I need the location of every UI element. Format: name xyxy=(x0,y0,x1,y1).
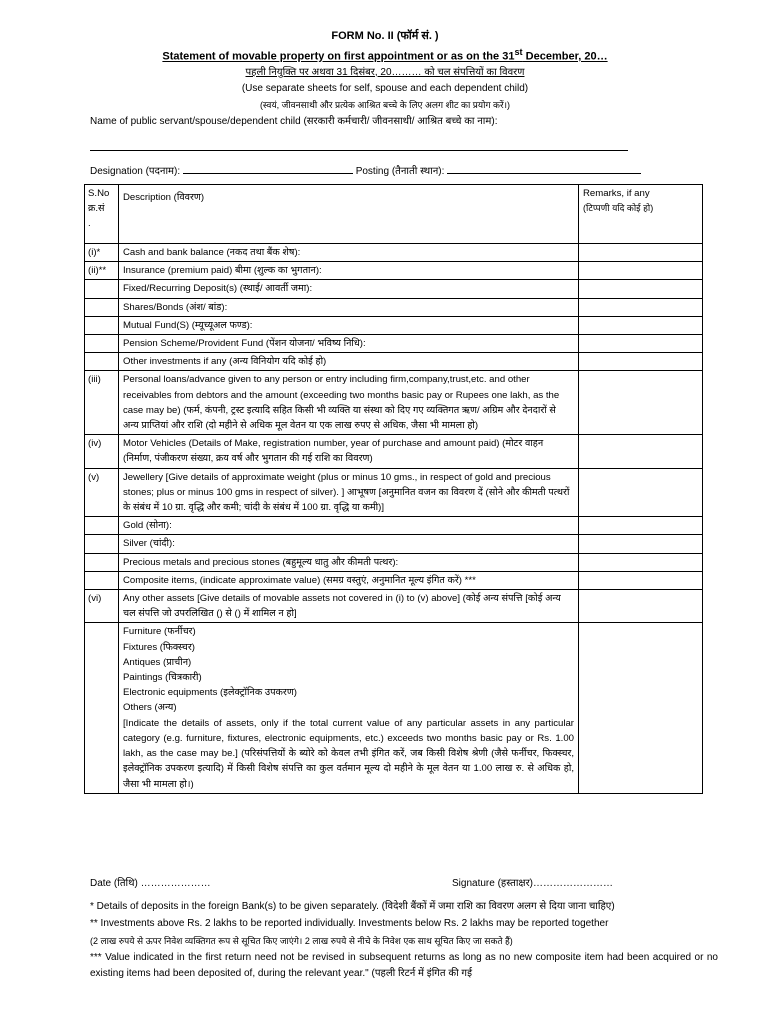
table-row xyxy=(85,571,703,589)
designation-field[interactable] xyxy=(183,163,353,174)
row-sno: (vi) xyxy=(85,590,119,623)
row-description: Shares/Bonds (अंश/ बांड): xyxy=(119,298,579,316)
name-field[interactable] xyxy=(90,140,628,154)
designation-row xyxy=(90,163,641,177)
row-sno xyxy=(85,535,119,553)
header-sno: S.No क्र.सं . xyxy=(85,185,119,244)
property-table xyxy=(84,184,703,794)
row-description: Mutual Fund(S) (म्यूच्यूअल फण्ड): xyxy=(119,316,579,334)
table-row xyxy=(85,590,703,623)
table-row xyxy=(85,298,703,316)
row-remarks-cell[interactable] xyxy=(579,468,703,517)
footnote-1: * Details of deposits in the foreign Bank(s) to be given separately. (विदेशी बैंकों में जमा राशि का विवरण अलग से दिया जाना चाहिए) xyxy=(90,901,615,912)
table-row xyxy=(85,244,703,262)
form-number: FORM No. II (फॉर्म सं. ) xyxy=(331,30,439,42)
row-description: Jewellery [Give details of approximate weight (plus or minus 10 gms., in respect of gold and precious stones; plus or minus 100 gms in respect of silver). ] आभूषण [अनुमानित वजन का विवरण दें (सोने और कीमती पत्थरों के संबंध में 10 ग्रा. वृद्धि और कमी; चांदी के संबंध में 100 ग्रा. वृद्धि या कमी)] xyxy=(119,468,579,517)
signature-label[interactable]: Signature (हस्ताक्षर)…………………… xyxy=(452,878,613,889)
date-label[interactable]: Date (तिथि) ………………… xyxy=(90,878,211,889)
other-asset-item: Furniture (फर्नीचर) xyxy=(123,626,196,638)
table-row xyxy=(85,553,703,571)
table-row xyxy=(85,517,703,535)
designation-label: Designation (पदनाम): xyxy=(90,166,181,177)
row-remarks-cell[interactable] xyxy=(579,353,703,371)
row-sno xyxy=(85,353,119,371)
footnote-3: *** Value indicated in the first return need not be revised in subsequent returns as long as no new composite item had been acquired or no existing items had been deposited of, during the relevant year." (पहली रिटर्न में इंगित की गई xyxy=(90,952,718,979)
table-header-row xyxy=(85,185,703,244)
row-description: Precious metals and precious stones (बहुमूल्य धातु और कीमती पत्थर): xyxy=(119,553,579,571)
header-description: Description (विवरण) xyxy=(119,185,579,244)
row-remarks-cell[interactable] xyxy=(579,553,703,571)
row-description: Personal loans/advance given to any person or entry including firm,company,trust,etc. and other receivables from debtors and the amount (exceeding two months basic pay or Rupees one lakh, as the case may be) (फर्म, कंपनी, ट्रस्ट इत्यादि सहित किसी भी व्यक्ति या संस्था को दिए गए व्यक्तिगत ऋण/ अग्रिम और देनदारों से अन्य प्राप्तियां और राशि (दो महीने से अधिक मूल वेतन या एक लाख रुपए से अधिक, जैसा भी मामला हो) xyxy=(119,371,579,435)
table-row xyxy=(85,335,703,353)
other-asset-item: Others (अन्य) xyxy=(123,702,177,714)
form-header xyxy=(0,28,770,113)
row-sno: (i)* xyxy=(85,244,119,262)
posting-field[interactable] xyxy=(447,163,641,174)
row-description: Silver (चांदी): xyxy=(119,535,579,553)
row-description: Gold (सोना): xyxy=(119,517,579,535)
table-row xyxy=(85,371,703,435)
row-sno: (iii) xyxy=(85,371,119,435)
instruction: (Use separate sheets for self, spouse and each dependent child) xyxy=(241,82,529,94)
row-remarks-cell[interactable] xyxy=(579,590,703,623)
row-sno: (v) xyxy=(85,468,119,517)
row-description: Any other assets [Give details of movable assets not covered in (i) to (v) above] (कोई अन्य संपत्ति [कोई अन्य चल संपत्ति जो उपरलिखित () से () में शामिल न हो] xyxy=(119,590,579,623)
row-description-other-assets xyxy=(119,623,579,793)
row-remarks-cell[interactable] xyxy=(579,371,703,435)
row-sno xyxy=(85,335,119,353)
table-row xyxy=(85,535,703,553)
row-sno xyxy=(85,298,119,316)
row-sno xyxy=(85,623,119,793)
row-sno xyxy=(85,553,119,571)
row-remarks-cell[interactable] xyxy=(579,435,703,468)
row-sno xyxy=(85,316,119,334)
other-asset-item: Fixtures (फिक्स्चर) xyxy=(123,641,195,653)
row-description: Other investments if any (अन्य विनियोग यदि कोई हो) xyxy=(119,353,579,371)
row-sno xyxy=(85,280,119,298)
row-description: Fixed/Recurring Deposit(s) (स्थाई/ आवर्ती जमा): xyxy=(119,280,579,298)
row-sno xyxy=(85,571,119,589)
name-label: Name of public servant/spouse/dependent child (सरकारी कर्मचारी/ जीवनसाथी/ आश्रित बच्चे का नाम): xyxy=(90,116,498,127)
row-remarks-cell[interactable] xyxy=(579,535,703,553)
row-remarks-cell[interactable] xyxy=(579,517,703,535)
posting-label: Posting (तैनाती स्थान): xyxy=(355,166,445,177)
header-remarks: Remarks, if any (टिप्पणी यदि कोई हो) xyxy=(579,185,703,244)
other-asset-item: Paintings (चित्रकारी) xyxy=(123,672,202,684)
row-remarks-cell[interactable] xyxy=(579,623,703,793)
form-title: Statement of movable property on first appointment or as on the 31st December, 20… xyxy=(162,47,608,63)
row-description: Pension Scheme/Provident Fund (पेंशन योजना/ भविष्य निधि): xyxy=(119,335,579,353)
table-row xyxy=(85,435,703,468)
row-sno xyxy=(85,517,119,535)
other-assets-note: [Indicate the details of assets, only if the total current value of any particular assets in any particular category (e.g. furniture, fixtures, electronic equipments, etc.) exceeds two months basic pay or Rs. 1.00 lakh, as the case may be.] (परिसंपत्तियों के ब्योरे को केवल तभी इंगित करें, जब किसी विशेष श्रेणी (जैसे फर्नीचर, फिक्स्चर, इलेक्ट्रॉनिक उपकरण इत्यादि) में किसी विशेष संपत्ति का कुल वर्तमान मूल्य दो महीने के मूल वेतन या 1.00 लाख रु. से अधिक हो, जैसा भी मामला हो।) xyxy=(123,717,574,790)
other-asset-item: Electronic equipments (इलेक्ट्रॉनिक उपकरण) xyxy=(123,687,297,699)
row-description: Insurance (premium paid) बीमा (शुल्क का भुगतान): xyxy=(119,262,579,280)
row-sno: (ii)** xyxy=(85,262,119,280)
table-row xyxy=(85,468,703,517)
table-row xyxy=(85,353,703,371)
row-sno: (iv) xyxy=(85,435,119,468)
footnote-2: ** Investments above Rs. 2 lakhs to be reported individually. Investments below Rs. 2 lakhs may be reported together xyxy=(90,918,609,929)
row-remarks-cell[interactable] xyxy=(579,316,703,334)
footnote-2-hindi: (2 लाख रुपये से ऊपर निवेश व्यक्तिगत रूप से सूचित किए जाएंगे। 2 लाख रुपये से नीचे के निवेश एक साथ सूचित किए जा सकते हैं) xyxy=(90,936,513,946)
date-signature-row xyxy=(90,876,718,892)
row-description: Motor Vehicles (Details of Make, registration number, year of purchase and amount paid) (मोटर वाहन (निर्माण, पंजीकरण संख्या, क्रय वर्ष और भुगतान की गई राशि का विवरण) xyxy=(119,435,579,468)
other-asset-item: Antiques (प्राचीन) xyxy=(123,656,192,668)
row-remarks-cell[interactable] xyxy=(579,571,703,589)
row-remarks-cell[interactable] xyxy=(579,244,703,262)
table-row xyxy=(85,316,703,334)
table-row xyxy=(85,623,703,793)
row-remarks-cell[interactable] xyxy=(579,298,703,316)
row-description: Composite items, (indicate approximate value) (समग्र वस्तुएं, अनुमानित मूल्य इंगित करें) *** xyxy=(119,571,579,589)
row-remarks-cell[interactable] xyxy=(579,280,703,298)
instruction-hindi: (स्वयं, जीवनसाथी और प्रत्येक आश्रित बच्चे के लिए अलग शीट का प्रयोग करें।) xyxy=(259,99,511,110)
row-description: Cash and bank balance (नकद तथा बैंक शेष): xyxy=(119,244,579,262)
row-remarks-cell[interactable] xyxy=(579,335,703,353)
form-title-hindi: पहली नियुक्ति पर अथवा 31 दिसंबर, 20……… को चल संपत्तियों का विवरण xyxy=(245,66,525,78)
row-remarks-cell[interactable] xyxy=(579,262,703,280)
table-row xyxy=(85,262,703,280)
table-row xyxy=(85,280,703,298)
